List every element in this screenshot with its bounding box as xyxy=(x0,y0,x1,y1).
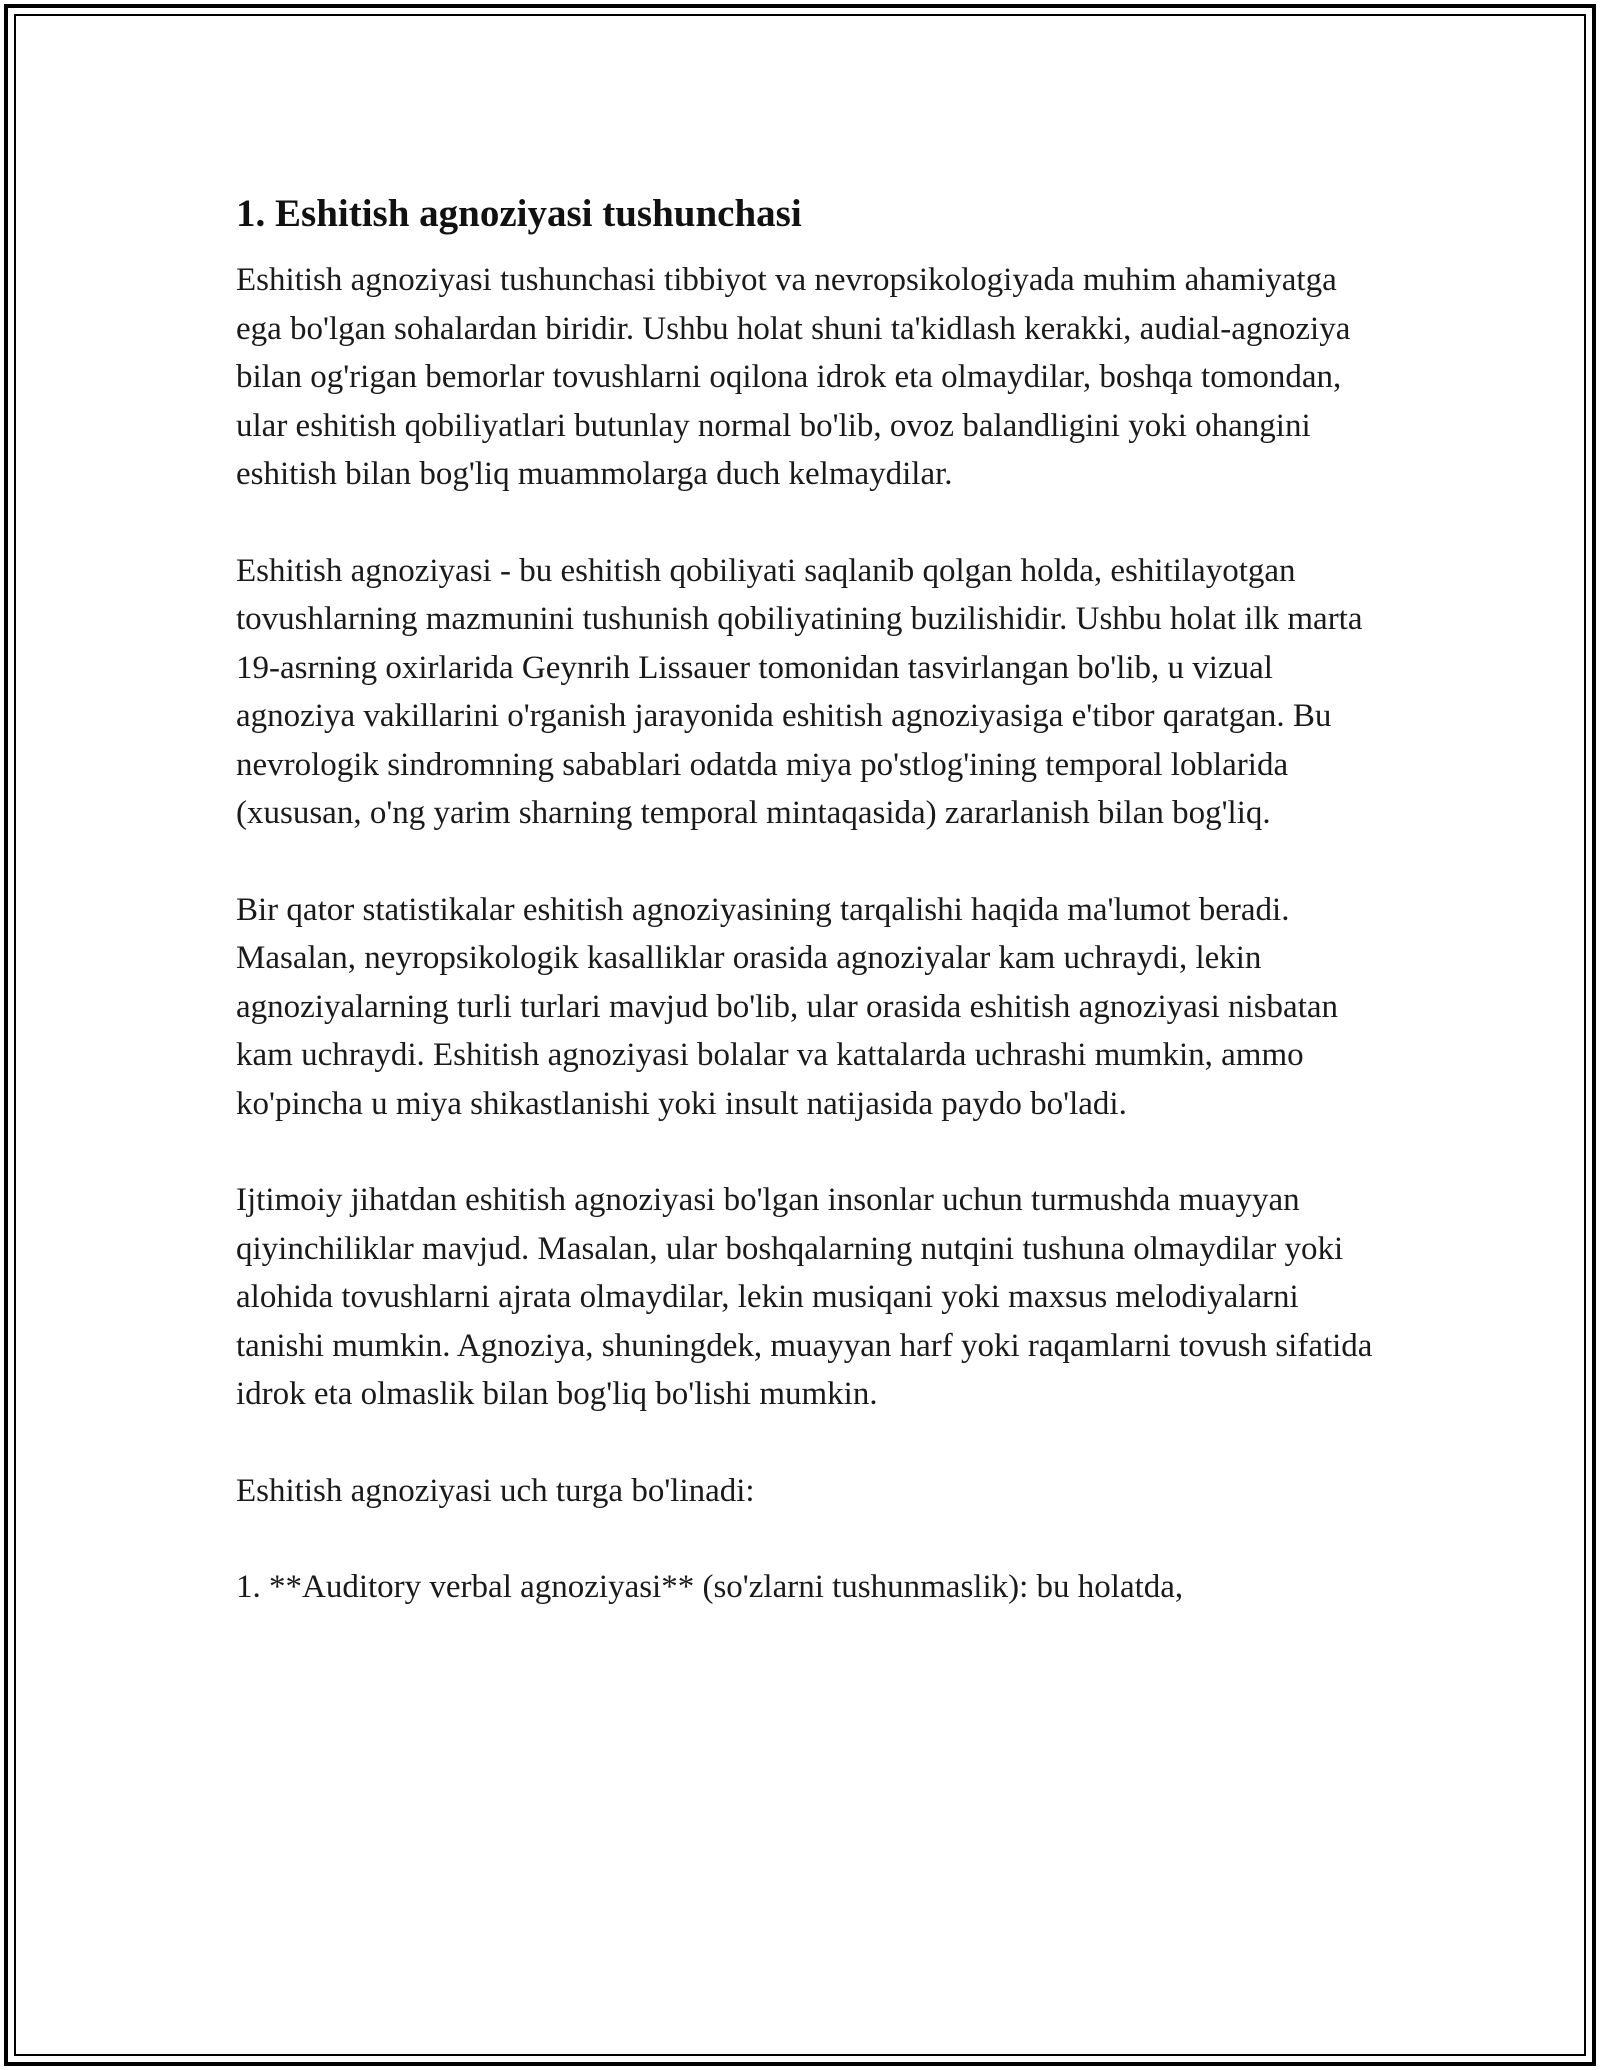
paragraph-definition-intro: Eshitish agnoziyasi tushunchasi tibbiyot va nevropsikologiyada muhim ahamiyatga ega bo'lgan sohalardan biridir. Ushbu holat shuni ta'kidlash kerakki, audial-agnoziya bilan og'rigan bemorlar tovushlarni oqilona idrok eta olmaydilar, boshqa tomondan, ular eshitish qobiliyatlari butunlay normal bo'lib, ovoz balandligini yoki ohangini eshitish bilan bog'liq muammolarga duch kelmaydilar. xyxy=(236,262,1351,492)
section-heading: 1. Eshitish agnoziyasi tushunchasi xyxy=(236,192,802,235)
paragraph-definition-history: Eshitish agnoziyasi - bu eshitish qobiliyati saqlanib qolgan holda, eshitilayotgan tovushlarning mazmunini tushunish qobiliyatining buzilishidir. Ushbu holat ilk marta 19-asrning oxirlarida Geynrih Lissauer tomonidan tasvirlangan bo'lib, u vizual agnoziya vakillarini o'rganish jarayonida eshitish agnoziyasiga e'tibor qaratgan. Bu nevrologik sindromning sabablari odatda miya po'stlog'ining temporal loblarida (xususan, o'ng yarim sharning temporal mintaqasida) zararlanish bilan bog'liq. xyxy=(236,552,1363,831)
paragraph-social-aspects: Ijtimoiy jihatdan eshitish agnoziyasi bo'lgan insonlar uchun turmushda muayyan qiyinchiliklar mavjud. Masalan, ular boshqalarning nutqini tushuna olmaydilar yoki alohida tovushlarni ajrata olmaydilar, lekin musiqani yoki maxsus melodiyalarni tanishi mumkin. Agnoziya, shuningdek, muayyan harf yoki raqamlarni tovush sifatida idrok eta olmaslik bilan bog'liq bo'lishi mumkin. xyxy=(236,1182,1373,1412)
list-item-auditory-verbal: 1. **Auditory verbal agnoziyasi** (so'zlarni tushunmaslik): bu holatda, xyxy=(236,1569,1184,1605)
paragraph-types-intro: Eshitish agnoziyasi uch turga bo'linadi: xyxy=(236,1472,755,1509)
document-body xyxy=(236,186,1376,1612)
paragraph-statistics: Bir qator statistikalar eshitish agnoziyasining tarqalishi haqida ma'lumot beradi. Masalan, neyropsikologik kasalliklar orasida agnoziyalar kam uchraydi, lekin agnoziyalarning turli turlari mavjud bo'lib, ular orasida eshitish agnoziyasi nisbatan kam uchraydi. Eshitish agnoziyasi bolalar va kattalarda uchrashi mumkin, ammo ko'pincha u miya shikastlanishi yoki insult natijasida paydo bo'ladi. xyxy=(236,891,1339,1122)
